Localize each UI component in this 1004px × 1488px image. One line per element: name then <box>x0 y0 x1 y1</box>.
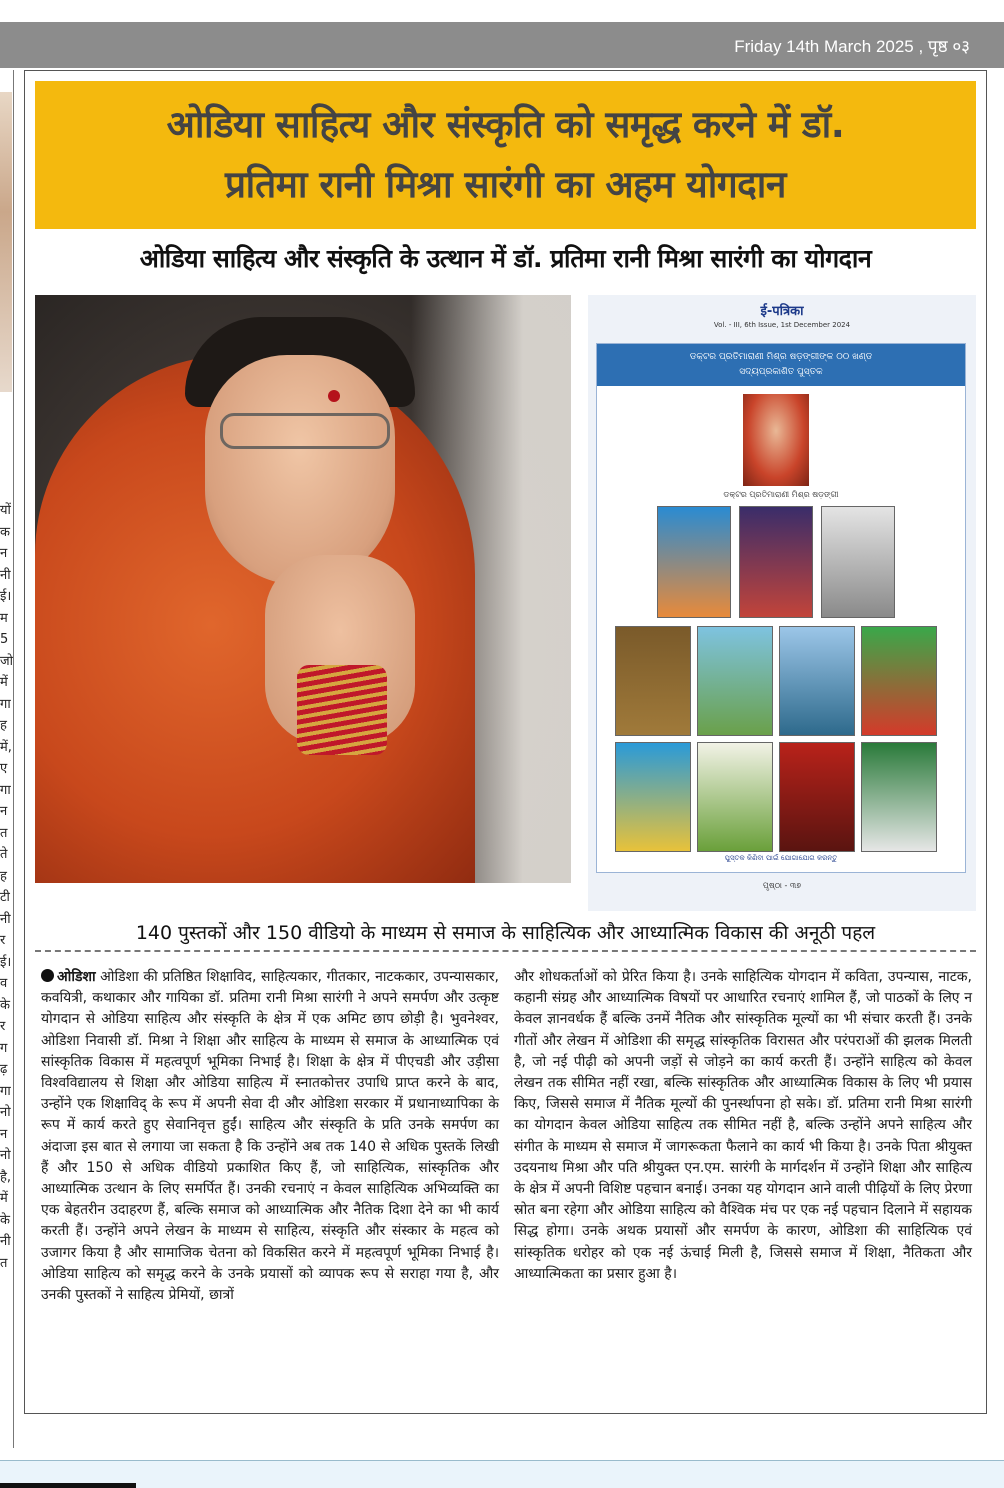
adjacent-text-fragment: 5 <box>0 632 9 647</box>
magazine-footer: ପୁସ୍ତକ କିଣିବା ପାଇଁ ଯୋଗାଯୋଗ କରନ୍ତୁ <box>724 854 838 862</box>
adjacent-text-fragment: त <box>0 825 8 841</box>
magazine-image <box>588 295 976 911</box>
adjacent-text-fragment: गा <box>0 696 11 712</box>
magazine-portrait <box>743 394 809 486</box>
adjacent-text-fragment: नी <box>0 1234 11 1249</box>
book-cover <box>779 626 855 736</box>
bangles <box>297 665 387 755</box>
adjacent-text-fragment: त <box>0 1255 8 1271</box>
adjacent-text-fragment: टी <box>0 890 10 905</box>
face-shape <box>205 355 395 585</box>
magazine-band <box>597 344 965 386</box>
book-cover <box>697 742 773 852</box>
band-line-2: ସଦ୍ୟପ୍ରକାଶିତ ପୁସ୍ତକ <box>739 367 823 377</box>
portrait-caption: ଡକ୍ଟର ପ୍ରତିମାରାଣୀ ମିଶ୍ର ଷଡ଼ଙ୍ଗୀ <box>723 490 839 499</box>
adjacent-text-fragment: में <box>0 675 8 690</box>
book-cover <box>739 506 813 618</box>
adjacent-text-fragment: ग <box>0 1040 8 1056</box>
date-page-label: Friday 14th March 2025 , पृष्ठ ०३ <box>734 37 970 56</box>
dashed-divider <box>35 950 976 952</box>
subheadline: ओडिया साहित्य और संस्कृति के उत्थान में डॉ. प्रतिमा रानी मिश्रा सारंगी का योगदान <box>139 244 872 273</box>
adjacent-photo <box>0 92 12 392</box>
book-cover <box>615 626 691 736</box>
adjacent-text-fragment: र <box>0 933 6 948</box>
book-cover <box>779 742 855 852</box>
adjacent-text-fragment: ई। <box>0 954 12 970</box>
headline-box <box>35 81 976 229</box>
adjacent-text-fragment: ए <box>0 761 8 776</box>
article <box>24 70 987 1414</box>
adjacent-text-fragment: है, <box>0 1169 12 1185</box>
magazine-issue: Vol. - III, 6th Issue, 1st December 2024 <box>713 321 851 329</box>
adjacent-text-fragment: र <box>0 1019 6 1034</box>
next-article-strip <box>0 1460 1004 1488</box>
book-cover <box>615 742 691 852</box>
bullet-dot <box>41 969 54 982</box>
magazine-title: ई-पत्रिका <box>760 304 804 319</box>
adjacent-text-fragment: नी <box>0 911 11 927</box>
adjacent-text-fragment: गा <box>0 1083 11 1099</box>
adjacent-text-fragment: नो <box>0 1148 11 1163</box>
article-column-right: और शोधकर्ताओं को प्रेरित किया है। उनके साहित्यिक योगदान में कविता, उपन्यास, नाटक, कहानी संग्रह और आध्यात्मिक विषयों पर आधारित रचनाएं शामिल हैं, जो पाठकों के लिए न केवल ज्ञानवर्धक हैं बल्कि उनमें नैतिक और सांस्कृतिक मूल्यों का भी संचार करती हैं। उनके गीतों और लेखन में ओडिशा की समृद्ध सांस्कृतिक विरासत और परंपराओं की झलक मिलती है, जो नई पीढ़ी को अपनी जड़ों से जोड़ने का कार्य करती हैं। उन्होंने साहित्य को केवल लेखन तक सीमित नहीं रखा, बल्कि सांस्कृतिक और आध्यात्मिक विकास के लिए भी प्रयास किए, जिससे समाज में नैतिक मूल्यों की पुनर्स्थापना हो सके। डॉ. प्रतिमा रानी मिश्रा सारंगी का योगदान केवल ओडिया साहित्य तक सीमित नहीं है, बल्कि उन्होंने अपने साहित्य और संगीत के माध्यम से समाज में जागरूकता फैलाने का कार्य भी किया है। उनके पिता श्रीयुक्त उदयनाथ मिश्रा और पति श्रीयुक्त एन.एम. सारंगी के मार्गदर्शन में उन्होंने शिक्षा और साहित्य के क्षेत्र में अपनी विशिष्ट पहचान बनाई। उनका यह योगदान आने वाली पीढ़ियों के लिए प्रेरणा स्रोत बना रहेगा और ओडिया साहित्य को वैश्विक मंच पर एक नई पहचान दिलाने में सहायक सिद्ध होगा। उनके अथक प्रयासों और समर्पण के कारण, ओडिशा की साहित्यिक एवं सांस्कृतिक धरोहर को एक नई ऊंचाई मिली है, जिससे समाज में शिक्षा, नैतिकता और आध्यात्मिकता का प्रसार हुआ है। <box>514 969 972 1282</box>
adjacent-text-fragment: ई। <box>0 589 12 604</box>
adjacent-text-fragment: ढ़ <box>0 1062 8 1077</box>
adjacent-text-fragment: म <box>0 610 8 626</box>
adjacent-text-fragment: गा <box>0 782 11 798</box>
headline <box>167 95 845 215</box>
adjacent-text-fragment: में <box>0 1191 8 1206</box>
glasses <box>220 413 390 449</box>
book-cover <box>657 506 731 618</box>
article-column-left <box>41 967 499 1306</box>
book-cover <box>861 742 937 852</box>
adjacent-text-fragment: क <box>0 524 10 540</box>
portrait-photo <box>35 295 571 883</box>
adjacent-text-fragment: ते <box>0 847 8 862</box>
adjacent-text-fragment: में, <box>0 739 12 755</box>
bindi <box>328 390 340 402</box>
band-line-1: ଡକ୍ଟର ପ୍ରତିମାରାଣୀ ମିଶ୍ର ଷଡ଼ଙ୍ଗୀଙ୍କ ୦୦ ଖଣ୍ଡ <box>689 352 873 362</box>
body-text-left: ओडिशा की प्रतिष्ठित शिक्षाविद, साहित्यकार, गीतकार, नाटककार, उपन्यासकार, कवयित्री, कथाकार और गायिका डॉ. प्रतिमा रानी मिश्रा सारंगी ने अपने समर्पण और उत्कृष्ट योगदान से ओडिया साहित्य और संस्कृति के क्षेत्र में एक अमिट छाप छोड़ी है। भुवनेश्वर, ओडिशा निवासी डॉ. मिश्रा ने शिक्षा और साहित्य के माध्यम से समाज के आध्यात्मिक एवं सांस्कृतिक विकास में महत्वपूर्ण भूमिका निभाई है। शिक्षा के क्षेत्र में पीएचडी और उड़ीसा विश्वविद्यालय से शिक्षा और ओडिया साहित्य में स्नातकोत्तर उपाधि प्राप्त करने के बाद, उन्होंने एक शिक्षाविद् के रूप में अपनी सेवा दी और ओडिशा सरकार में प्रधानाध्यापिका के रूप में कार्य करते हुए सेवानिवृत्त हुईं। साहित्य और संस्कृति के प्रति उनके समर्पण का अंदाजा इस बात से लगाया जा सकता है कि उन्होंने अब तक 140 से अधिक पुस्तकें लिखी हैं और 150 से अधिक वीडियो प्रकाशित किए हैं, जो साहित्यिक, सांस्कृतिक और आध्यात्मिक उत्थान के लिए समर्पित हैं। उनकी रचनाएं न केवल साहित्यिक अभिव्यक्ति का एक बेहतरीन उदाहरण हैं, बल्कि समाज को आध्यात्मिक और नैतिक दिशा देने का भी कार्य करती हैं। उन्होंने अपने लेखन के माध्यम से साहित्य, संस्कृति और संस्कार के महत्व को उजागर किया है और सामाजिक चेतना को विकसित करने में महत्वपूर्ण भूमिका निभाई है। ओडिया साहित्य को समृद्ध करने के उनके प्रयासों को व्यापक रूप से सराहा गया है, और उनकी पुस्तकों ने साहित्य प्रेमियों, छात्रों <box>41 969 499 1304</box>
adjacent-article-strip <box>0 70 14 1448</box>
adjacent-text-fragment: ह <box>0 718 7 733</box>
magazine-panel <box>596 343 966 873</box>
adjacent-text-fragment: ह <box>0 868 7 884</box>
book-cover <box>861 626 937 736</box>
photo-caption: 140 पुस्तकों और 150 वीडियो के माध्यम से समाज के साहित्यिक और आध्यात्मिक विकास की अनूठी पहल <box>135 922 876 944</box>
adjacent-text-fragment: नो <box>0 1105 11 1120</box>
adjacent-text-fragment: के <box>0 1212 10 1228</box>
page-header-bar <box>0 22 1004 68</box>
dateline: ओडिशा <box>57 969 96 985</box>
adjacent-text-fragment: न <box>0 1126 8 1142</box>
book-cover <box>821 506 895 618</box>
magazine-page-number: ପୃଷ୍ଠା - ୩୭ <box>762 881 802 890</box>
adjacent-text-fragment: नी <box>0 567 11 583</box>
adjacent-text-fragment: व <box>0 976 8 991</box>
next-article-bar <box>0 1483 136 1488</box>
adjacent-text-fragment: के <box>0 997 10 1013</box>
headline-line-2: प्रतिमा रानी मिश्रा सारंगी का अहम योगदान <box>225 163 786 206</box>
adjacent-text-fragment: जो <box>0 653 14 669</box>
headline-line-1: ओडिया साहित्य और संस्कृति को समृद्ध करने में डॉ. <box>166 103 845 146</box>
adjacent-text-fragment: न <box>0 804 8 819</box>
adjacent-text-fragment: यों <box>0 503 11 518</box>
adjacent-text-fragment: न <box>0 546 8 561</box>
book-cover <box>697 626 773 736</box>
